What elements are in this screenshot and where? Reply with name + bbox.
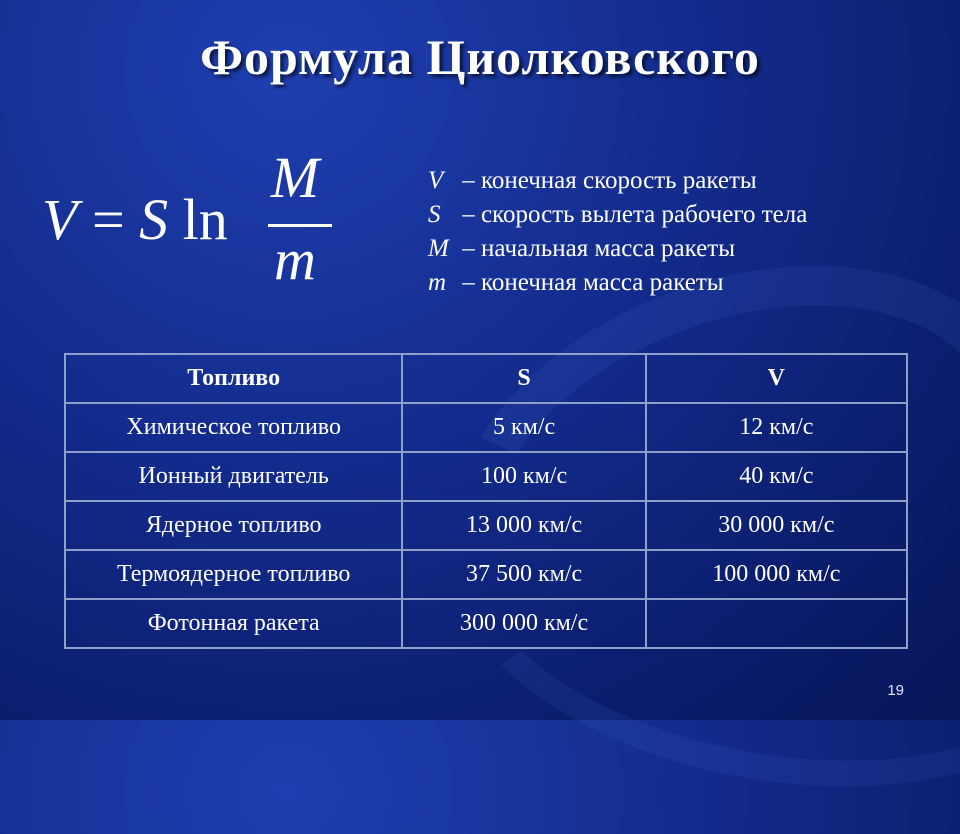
legend-symbol: V [428,167,444,194]
legend-row [428,198,807,232]
formula-legend [428,164,807,300]
formula-numerator: M [270,145,320,210]
fuel-speed-table [64,353,908,649]
cell-fuel: Ядерное топливо [65,501,402,550]
legend-symbol: M [428,235,449,262]
cell-v: 12 км/с [646,403,907,452]
cell-v [646,599,907,648]
formula-ln: ln [168,187,228,252]
table-row [65,550,907,599]
header-fuel: Топливо [65,354,402,403]
legend-row [428,164,807,198]
cell-s: 100 км/с [402,452,645,501]
cell-v: 40 км/с [646,452,907,501]
formula-s: S [139,187,169,252]
formula-denominator: m [274,227,316,292]
tsiolkovsky-formula [42,145,342,300]
table-row [65,501,907,550]
legend-symbol: m [428,269,447,296]
page-number: 19 [887,682,904,699]
slide-title: Формула Циолковского [200,29,760,85]
cell-s: 300 000 км/с [402,599,645,648]
cell-s: 37 500 км/с [402,550,645,599]
formula-equals: = [77,187,140,252]
cell-fuel: Фотонная ракета [65,599,402,648]
table-header-row [65,354,907,403]
formula-v: V [42,187,78,252]
cell-fuel: Термоядерное топливо [65,550,402,599]
header-v: V [646,354,907,403]
cell-v: 100 000 км/с [646,550,907,599]
cell-fuel: Ионный двигатель [65,452,402,501]
cell-s: 13 000 км/с [402,501,645,550]
legend-text: – конечная масса ракеты [462,269,724,296]
cell-fuel: Химическое топливо [65,403,402,452]
table-row [65,403,907,452]
legend-row [428,266,807,300]
table-row [65,452,907,501]
legend-symbol: S [428,201,441,228]
legend-text: – начальная масса ракеты [462,235,735,262]
cell-v: 30 000 км/с [646,501,907,550]
legend-row [428,232,807,266]
legend-text: – конечная скорость ракеты [462,167,757,194]
cell-s: 5 км/с [402,403,645,452]
table-row [65,599,907,648]
header-s: S [402,354,645,403]
legend-text: – скорость вылета рабочего тела [462,201,808,228]
